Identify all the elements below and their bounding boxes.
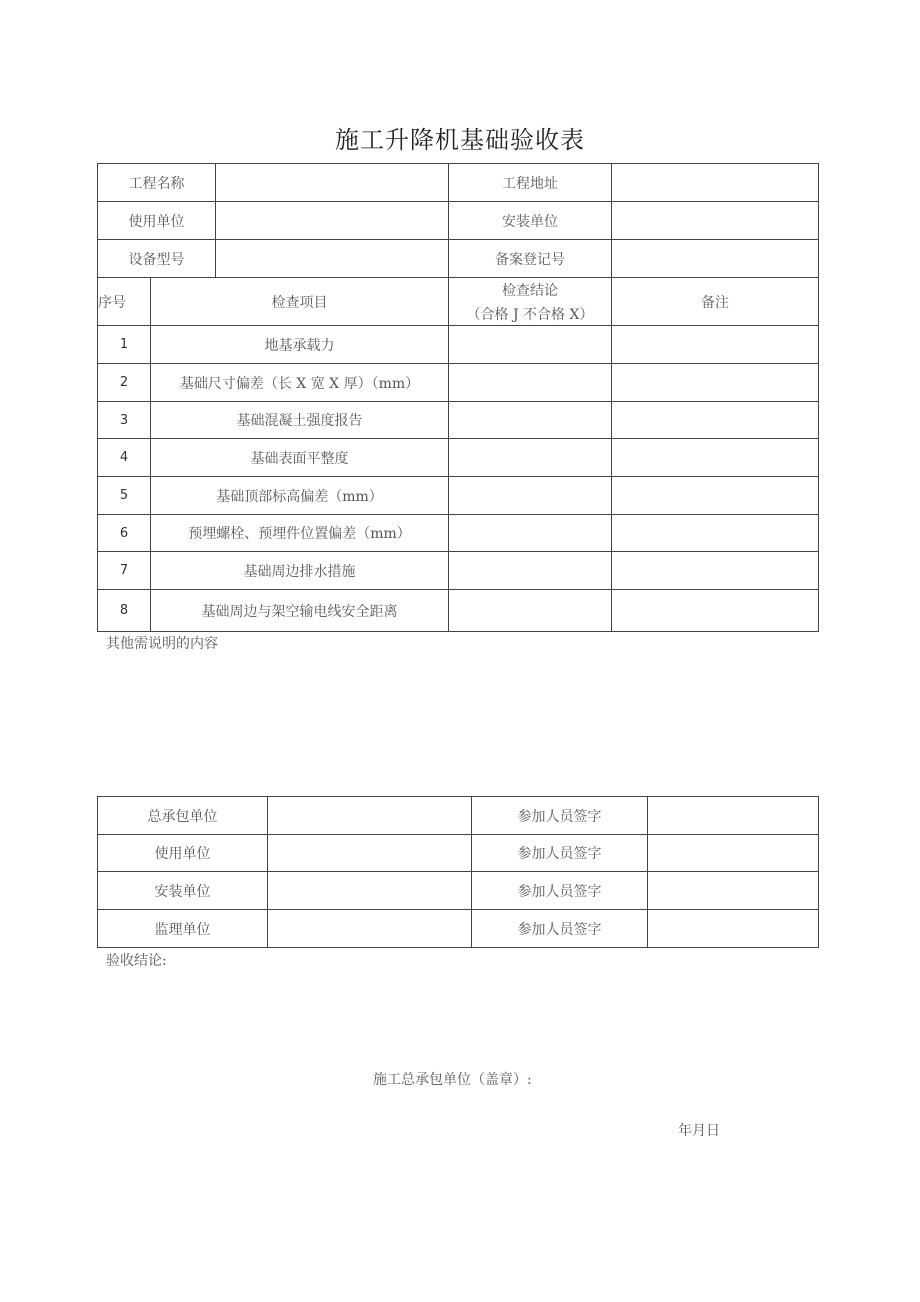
row-item: 基础周边与架空输电线安全距离 xyxy=(151,590,449,632)
row-no: 8 xyxy=(98,590,151,632)
header-result xyxy=(449,278,612,326)
row-no: 2 xyxy=(98,364,151,402)
table-row xyxy=(98,402,819,439)
row-remark-field[interactable] xyxy=(612,364,819,402)
row-item: 基础表面平整度 xyxy=(151,439,449,477)
header-no: 序号 xyxy=(98,278,151,326)
signature-field[interactable] xyxy=(648,835,819,872)
signature-row xyxy=(98,872,819,910)
signature-table xyxy=(97,796,819,948)
signature-field[interactable] xyxy=(648,872,819,910)
signature-unit-field[interactable] xyxy=(268,797,472,835)
row-result-field[interactable] xyxy=(449,515,612,552)
signature-row xyxy=(98,797,819,835)
row-result-field[interactable] xyxy=(449,439,612,477)
row-result-field[interactable] xyxy=(449,402,612,439)
project-address-label: 工程地址 xyxy=(449,164,612,202)
table-row xyxy=(98,477,819,515)
row-result-field[interactable] xyxy=(449,590,612,632)
row-no: 6 xyxy=(98,515,151,552)
row-result-field[interactable] xyxy=(449,364,612,402)
header-remark: 备注 xyxy=(612,278,819,326)
signature-unit-field[interactable] xyxy=(268,835,472,872)
page-title: 施工升降机基础验收表 xyxy=(335,126,585,154)
signature-label: 参加人员签字 xyxy=(472,797,648,835)
signature-unit: 监理单位 xyxy=(98,910,268,948)
stamp-label: 施工总承包单位（盖章）: xyxy=(373,1072,532,1088)
install-unit-label: 安装单位 xyxy=(449,202,612,240)
signature-unit: 总承包单位 xyxy=(98,797,268,835)
row-result-field[interactable] xyxy=(449,552,612,590)
project-address-field[interactable] xyxy=(612,164,819,202)
inspection-table xyxy=(97,277,819,632)
record-no-field[interactable] xyxy=(612,240,819,278)
signature-label: 参加人员签字 xyxy=(472,872,648,910)
signature-unit: 使用单位 xyxy=(98,835,268,872)
row-no: 7 xyxy=(98,552,151,590)
row-remark-field[interactable] xyxy=(612,590,819,632)
conclusion-label: 验收结论: xyxy=(106,953,167,969)
project-name-field[interactable] xyxy=(216,164,449,202)
row-remark-field[interactable] xyxy=(612,326,819,364)
table-row xyxy=(98,439,819,477)
signature-field[interactable] xyxy=(648,910,819,948)
row-item: 预埋螺栓、预埋件位置偏差（mm） xyxy=(151,515,449,552)
row-remark-field[interactable] xyxy=(612,552,819,590)
equipment-model-label: 设备型号 xyxy=(98,240,216,278)
table-row xyxy=(98,326,819,364)
signature-row xyxy=(98,910,819,948)
row-no: 4 xyxy=(98,439,151,477)
row-item: 基础混凝土强度报告 xyxy=(151,402,449,439)
row-no: 5 xyxy=(98,477,151,515)
signature-label: 参加人员签字 xyxy=(472,835,648,872)
project-info-table xyxy=(97,163,819,278)
record-no-label: 备案登记号 xyxy=(449,240,612,278)
header-result-line1: 检查结论 xyxy=(502,283,558,299)
user-unit-field[interactable] xyxy=(216,202,449,240)
row-result-field[interactable] xyxy=(449,326,612,364)
signature-field[interactable] xyxy=(648,797,819,835)
table-row xyxy=(98,515,819,552)
row-item: 基础尺寸偏差（长 X 宽 X 厚）（mm） xyxy=(151,364,449,402)
table-row xyxy=(98,590,819,632)
other-notes-label: 其他需说明的内容 xyxy=(106,636,218,652)
header-result-line2: （合格 J 不合格 X） xyxy=(466,307,594,323)
row-no: 1 xyxy=(98,326,151,364)
row-item: 基础周边排水措施 xyxy=(151,552,449,590)
header-item: 检查项目 xyxy=(151,278,449,326)
row-remark-field[interactable] xyxy=(612,402,819,439)
table-row xyxy=(98,552,819,590)
signature-label: 参加人员签字 xyxy=(472,910,648,948)
row-remark-field[interactable] xyxy=(612,439,819,477)
row-no: 3 xyxy=(98,402,151,439)
equipment-model-field[interactable] xyxy=(216,240,449,278)
row-item: 基础顶部标高偏差（mm） xyxy=(151,477,449,515)
row-remark-field[interactable] xyxy=(612,477,819,515)
signature-unit: 安装单位 xyxy=(98,872,268,910)
row-item: 地基承载力 xyxy=(151,326,449,364)
date-label: 年月日 xyxy=(678,1123,720,1139)
table-row xyxy=(98,364,819,402)
signature-unit-field[interactable] xyxy=(268,910,472,948)
row-remark-field[interactable] xyxy=(612,515,819,552)
row-result-field[interactable] xyxy=(449,477,612,515)
signature-row xyxy=(98,835,819,872)
user-unit-label: 使用单位 xyxy=(98,202,216,240)
project-name-label: 工程名称 xyxy=(98,164,216,202)
signature-unit-field[interactable] xyxy=(268,872,472,910)
install-unit-field[interactable] xyxy=(612,202,819,240)
